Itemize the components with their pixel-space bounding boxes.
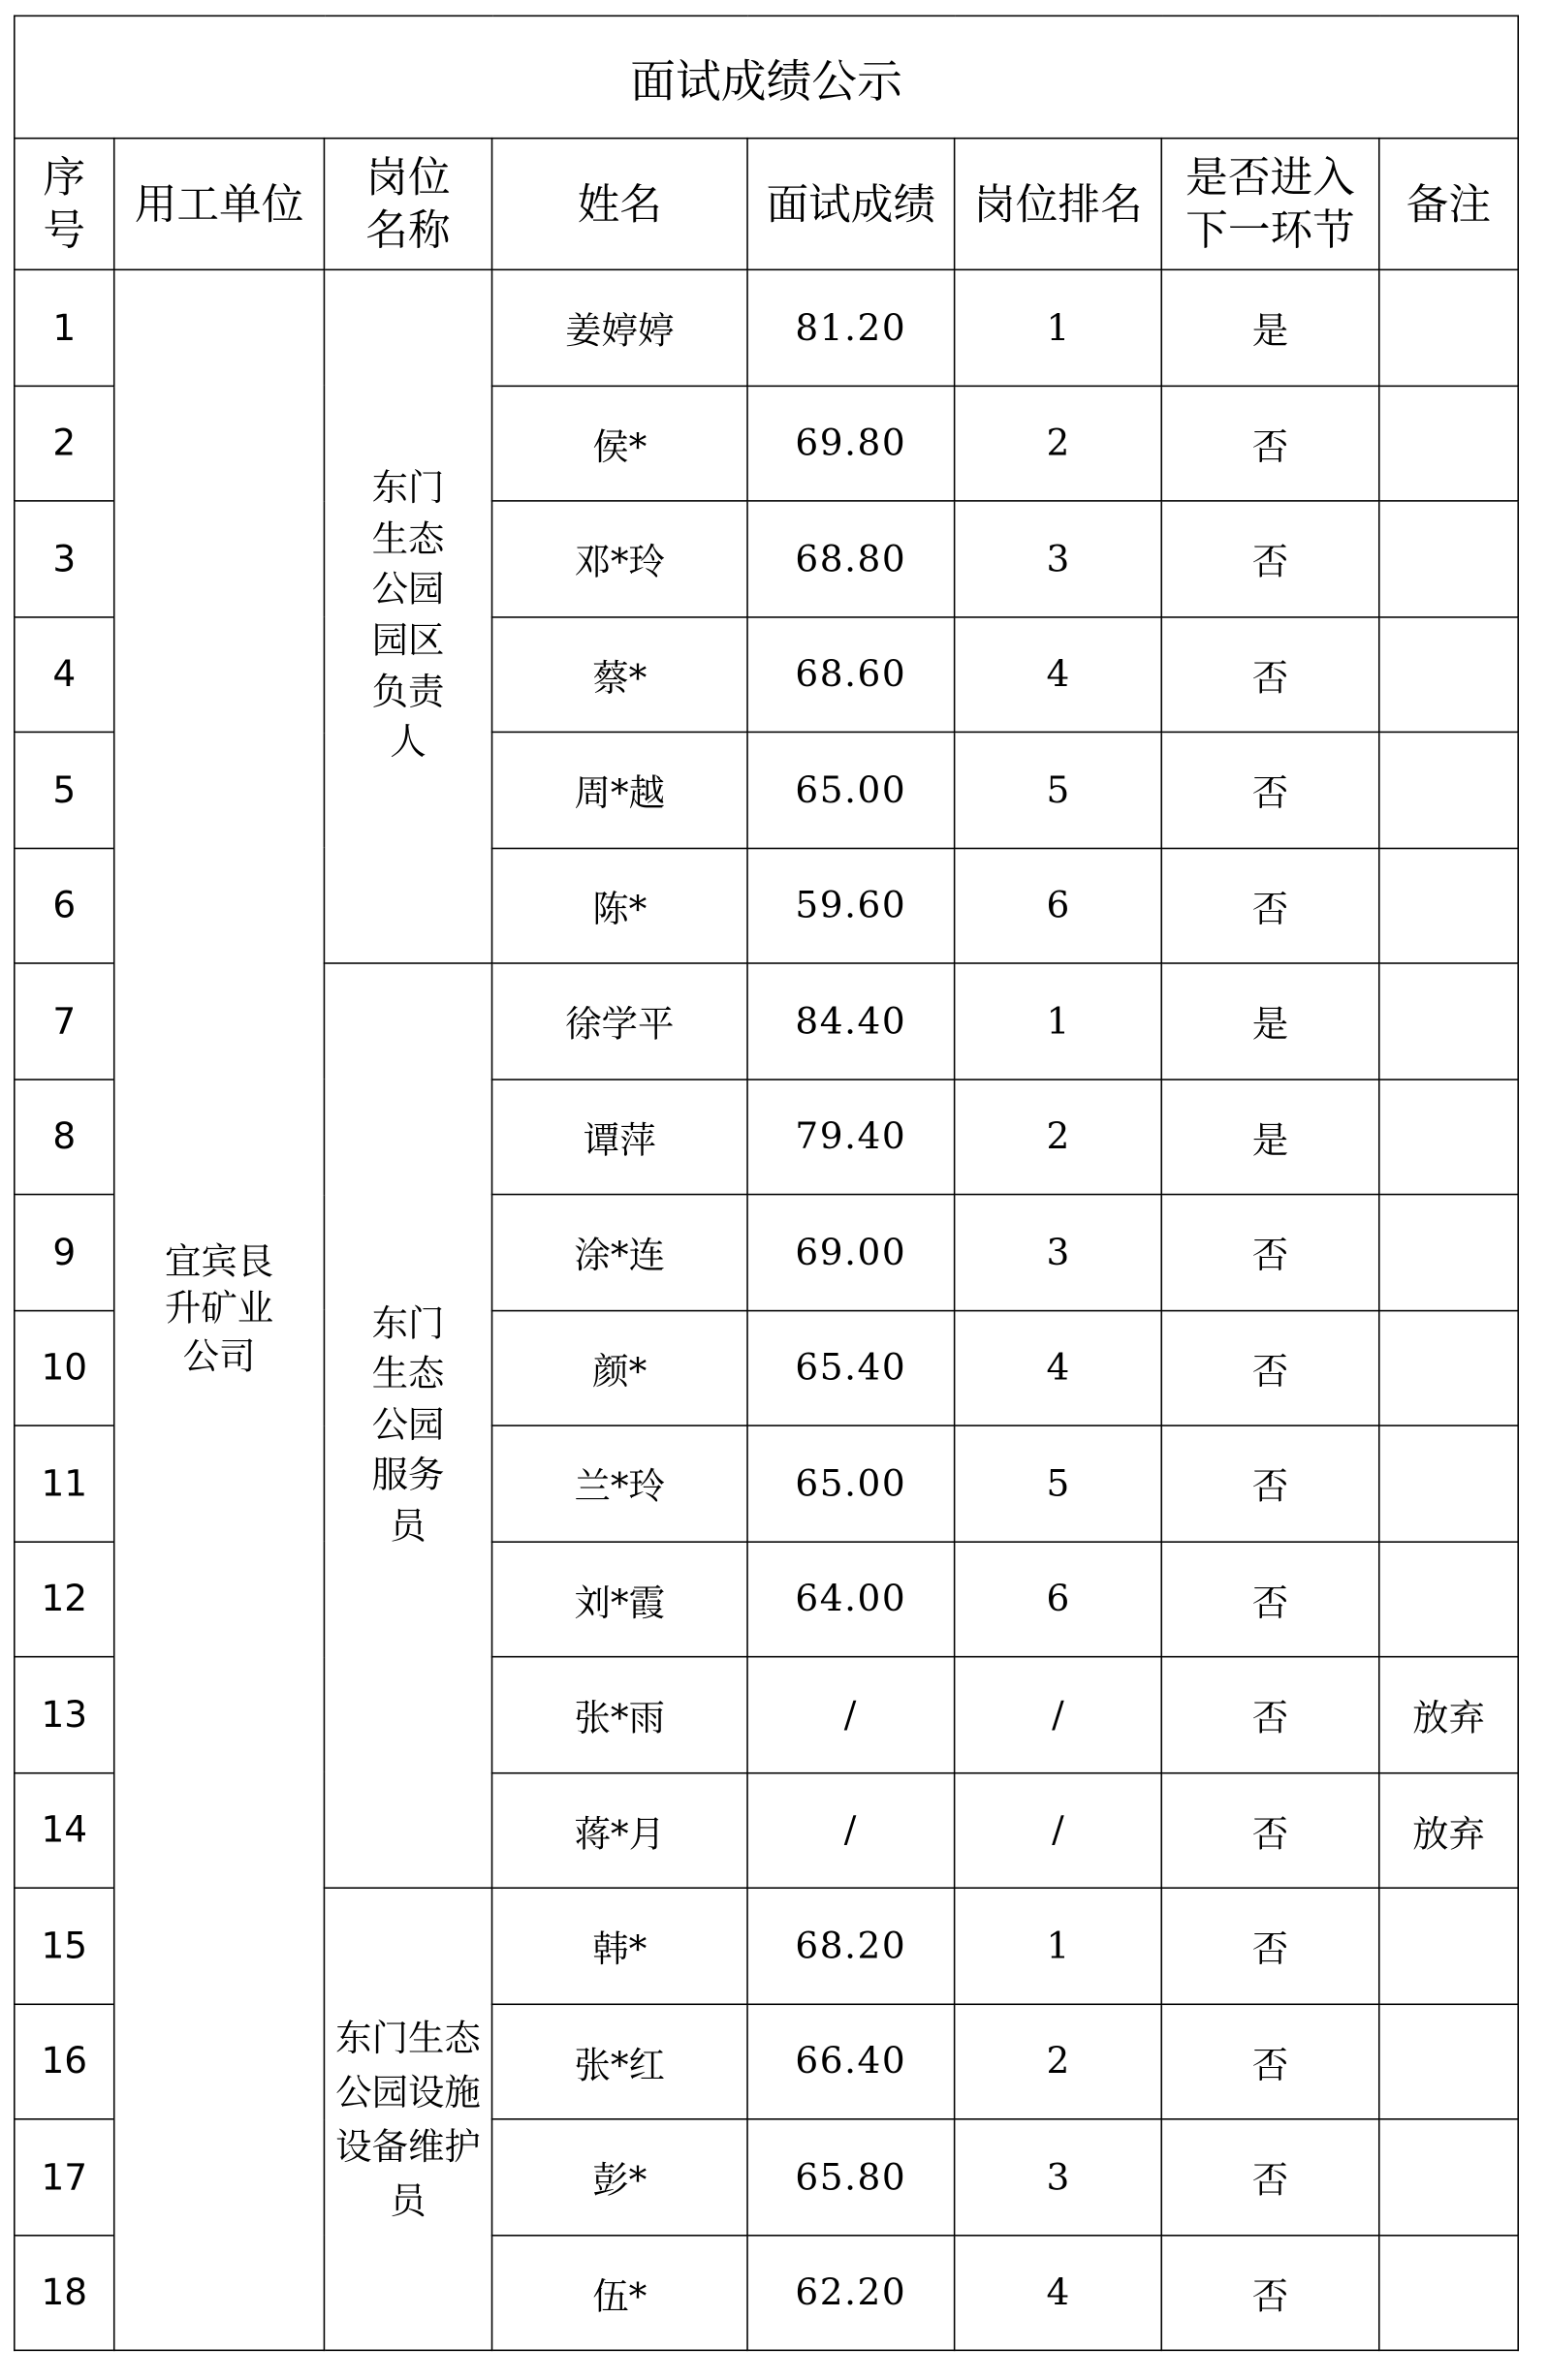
row-score: 62.20 (747, 2235, 955, 2350)
header-seq: 序号 (15, 139, 114, 270)
company-name: 宜宾艮升矿业公司 (164, 1240, 274, 1378)
row-next: 否 (1161, 732, 1379, 847)
header-post: 岗位名称 (324, 139, 491, 270)
row-seq: 17 (15, 2119, 114, 2235)
row-remark (1379, 1079, 1518, 1194)
row-rank: / (955, 1657, 1162, 1772)
row-seq: 6 (15, 848, 114, 963)
row-name: 侯* (492, 386, 748, 501)
header-row (15, 139, 1518, 270)
row-score: 81.20 (747, 269, 955, 385)
row-score: 69.00 (747, 1195, 955, 1310)
row-next: 否 (1161, 2119, 1379, 2235)
row-next: 否 (1161, 1772, 1379, 1888)
row-name: 颜* (492, 1310, 748, 1425)
row-seq: 8 (15, 1079, 114, 1194)
row-seq: 5 (15, 732, 114, 847)
row-seq: 3 (15, 501, 114, 616)
header-remark: 备注 (1379, 139, 1518, 270)
row-rank: 6 (955, 848, 1162, 963)
row-remark (1379, 1541, 1518, 1656)
row-score: 65.00 (747, 732, 955, 847)
row-rank: 1 (955, 269, 1162, 385)
row-score: 68.20 (747, 1888, 955, 2003)
row-next: 否 (1161, 386, 1379, 501)
table-body (15, 269, 1518, 2350)
row-name: 彭* (492, 2119, 748, 2235)
row-rank: 3 (955, 2119, 1162, 2235)
row-name: 张*雨 (492, 1657, 748, 1772)
row-remark (1379, 501, 1518, 616)
row-score: 65.00 (747, 1425, 955, 1541)
row-score: 84.40 (747, 963, 955, 1079)
row-rank: 3 (955, 501, 1162, 616)
row-remark (1379, 963, 1518, 1079)
row-next: 否 (1161, 1541, 1379, 1656)
row-seq: 14 (15, 1772, 114, 1888)
row-seq: 9 (15, 1195, 114, 1310)
row-rank: 4 (955, 1310, 1162, 1425)
row-score: 66.40 (747, 2003, 955, 2118)
row-name: 谭萍 (492, 1079, 748, 1194)
row-remark (1379, 616, 1518, 732)
row-rank: 6 (955, 1541, 1162, 1656)
header-next: 是否进入下一环节 (1161, 139, 1379, 270)
table-row (15, 269, 1518, 385)
row-seq: 10 (15, 1310, 114, 1425)
row-rank: 2 (955, 386, 1162, 501)
row-name: 韩* (492, 1888, 748, 2003)
row-score: 65.40 (747, 1310, 955, 1425)
row-name: 蒋*月 (492, 1772, 748, 1888)
row-rank: 1 (955, 963, 1162, 1079)
post-name: 东门生态公园园区负责人 (371, 467, 445, 764)
row-name: 邓*玲 (492, 501, 748, 616)
header-score: 面试成绩 (747, 139, 955, 270)
row-seq: 1 (15, 269, 114, 385)
row-next: 否 (1161, 616, 1379, 732)
row-next: 是 (1161, 963, 1379, 1079)
row-next: 否 (1161, 1310, 1379, 1425)
row-seq: 7 (15, 963, 114, 1079)
row-name: 涂*连 (492, 1195, 748, 1310)
post-cell (324, 269, 491, 963)
row-score: / (747, 1772, 955, 1888)
row-name: 兰*玲 (492, 1425, 748, 1541)
row-next: 否 (1161, 2003, 1379, 2118)
row-rank: / (955, 1772, 1162, 1888)
post-name: 东门生态公园设施设备维护员 (335, 2016, 481, 2222)
row-score: 79.40 (747, 1079, 955, 1194)
title-row (15, 16, 1518, 138)
row-remark (1379, 269, 1518, 385)
row-name: 姜婷婷 (492, 269, 748, 385)
row-remark (1379, 1310, 1518, 1425)
post-name: 东门生态公园服务员 (371, 1301, 445, 1548)
row-rank: 5 (955, 1425, 1162, 1541)
post-cell (324, 963, 491, 1888)
row-remark (1379, 386, 1518, 501)
row-rank: 2 (955, 2003, 1162, 2118)
row-name: 蔡* (492, 616, 748, 732)
row-remark (1379, 1888, 1518, 2003)
row-name: 伍* (492, 2235, 748, 2350)
row-name: 陈* (492, 848, 748, 963)
row-rank: 4 (955, 616, 1162, 732)
row-next: 否 (1161, 501, 1379, 616)
row-seq: 16 (15, 2003, 114, 2118)
row-next: 是 (1161, 269, 1379, 385)
row-remark: 放弃 (1379, 1772, 1518, 1888)
row-score: 69.80 (747, 386, 955, 501)
row-remark: 放弃 (1379, 1657, 1518, 1772)
row-name: 徐学平 (492, 963, 748, 1079)
row-score: 65.80 (747, 2119, 955, 2235)
row-seq: 11 (15, 1425, 114, 1541)
row-seq: 15 (15, 1888, 114, 2003)
row-rank: 5 (955, 732, 1162, 847)
row-score: 59.60 (747, 848, 955, 963)
row-remark (1379, 2235, 1518, 2350)
row-next: 否 (1161, 2235, 1379, 2350)
row-remark (1379, 848, 1518, 963)
row-seq: 13 (15, 1657, 114, 1772)
row-score: 64.00 (747, 1541, 955, 1656)
row-score: 68.80 (747, 501, 955, 616)
row-name: 张*红 (492, 2003, 748, 2118)
row-name: 刘*霞 (492, 1541, 748, 1656)
row-seq: 12 (15, 1541, 114, 1656)
post-cell (324, 1888, 491, 2350)
header-name: 姓名 (492, 139, 748, 270)
row-next: 否 (1161, 1425, 1379, 1541)
row-score: / (747, 1657, 955, 1772)
company-cell (114, 269, 325, 2350)
row-seq: 18 (15, 2235, 114, 2350)
row-remark (1379, 1425, 1518, 1541)
row-next: 否 (1161, 1195, 1379, 1310)
row-score: 68.60 (747, 616, 955, 732)
row-remark (1379, 1195, 1518, 1310)
row-rank: 3 (955, 1195, 1162, 1310)
row-remark (1379, 732, 1518, 847)
row-remark (1379, 2003, 1518, 2118)
interview-score-table (14, 16, 1519, 2352)
row-rank: 1 (955, 1888, 1162, 2003)
row-next: 否 (1161, 1657, 1379, 1772)
row-next: 否 (1161, 848, 1379, 963)
page-title: 面试成绩公示 (15, 16, 1518, 138)
header-rank: 岗位排名 (955, 139, 1162, 270)
row-next: 是 (1161, 1079, 1379, 1194)
row-rank: 4 (955, 2235, 1162, 2350)
row-remark (1379, 2119, 1518, 2235)
row-rank: 2 (955, 1079, 1162, 1194)
row-name: 周*越 (492, 732, 748, 847)
row-seq: 4 (15, 616, 114, 732)
row-next: 否 (1161, 1888, 1379, 2003)
header-unit: 用工单位 (114, 139, 325, 270)
row-seq: 2 (15, 386, 114, 501)
